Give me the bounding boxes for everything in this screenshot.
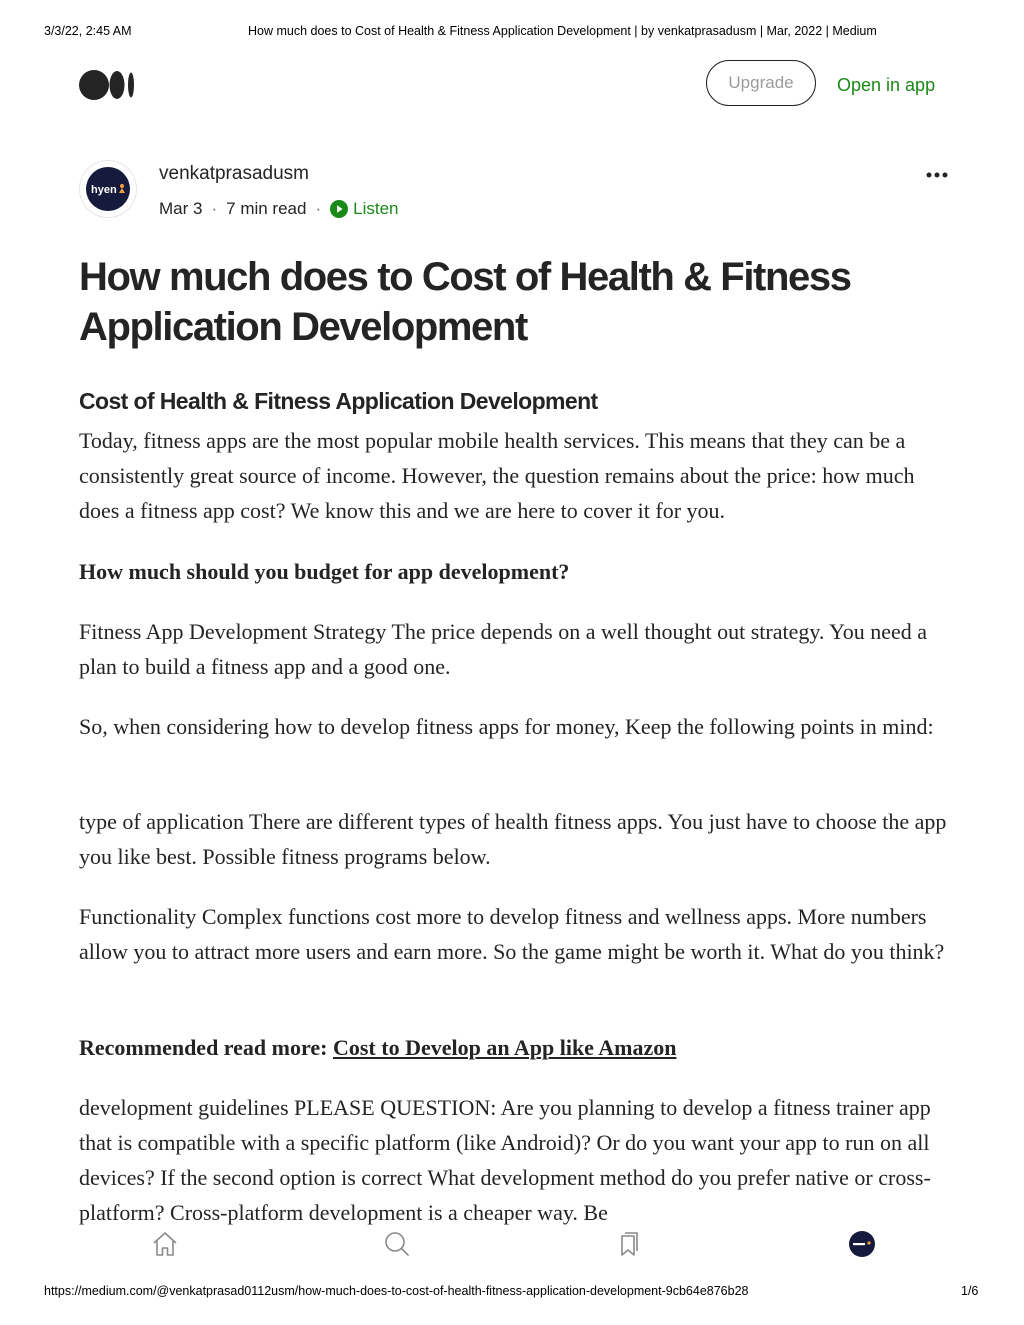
paragraph-app-type: type of application There are different types of health fitness apps. You just have to choose the app you like best. Possible fitness programs below. bbox=[79, 809, 947, 869]
print-page-number: 1/6 bbox=[961, 1284, 979, 1298]
publish-date: Mar 3 bbox=[159, 199, 203, 218]
article-meta bbox=[159, 199, 399, 219]
medium-logo-icon[interactable] bbox=[79, 70, 135, 100]
profile-avatar-logo bbox=[851, 1239, 873, 1249]
paragraph-recommended bbox=[79, 1030, 959, 1065]
paragraph-strategy: Fitness App Development Strategy The price depends on a well thought out strategy. You need a plan to build a fitness app and a good one. bbox=[79, 619, 928, 679]
paragraph-considerations: So, when considering how to develop fitness apps for money, Keep the following points in mind: bbox=[79, 714, 934, 739]
search-icon[interactable] bbox=[383, 1230, 411, 1258]
paragraph-budget-heading: How much should you budget for app development? bbox=[79, 559, 570, 584]
author-avatar[interactable] bbox=[79, 160, 137, 218]
bottom-navigation bbox=[0, 1222, 1024, 1266]
play-icon bbox=[330, 200, 348, 218]
home-icon[interactable] bbox=[151, 1230, 179, 1258]
article-subtitle: Cost of Health & Fitness Application Development bbox=[79, 388, 598, 414]
upgrade-button[interactable]: Upgrade bbox=[706, 60, 816, 106]
paragraph-guidelines: development guidelines PLEASE QUESTION: Are you planning to develop a fitness trainer app that is compatible with a specific platform (like Android)? Or do you want your app to run on all devices? If the second option is correct What development method do you prefer native or cross-platform? Cross-platform development is a cheaper way. Be bbox=[79, 1095, 931, 1225]
open-in-app-link[interactable]: Open in app bbox=[837, 75, 936, 95]
listen-label: Listen bbox=[353, 199, 399, 218]
avatar-logo bbox=[88, 181, 128, 197]
paragraph-intro: Today, fitness apps are the most popular mobile health services. This means that they can be a consistently great source of income. However, the question remains about the price: how much does a fitness app cost? We know this and we are here to cover it for you. bbox=[79, 428, 915, 523]
print-page-title: How much does to Cost of Health & Fitness Application Development | by venkatprasadusm | Mar, 2022 | Medium bbox=[248, 24, 877, 38]
meta-separator: · bbox=[211, 199, 218, 218]
more-options-icon[interactable] bbox=[925, 168, 949, 182]
meta-separator: · bbox=[315, 199, 322, 218]
recommended-label: Recommended read more: bbox=[79, 1035, 333, 1060]
recommended-link[interactable]: Cost to Develop an App like Amazon bbox=[332, 1035, 677, 1060]
author-name[interactable]: venkatprasadusm bbox=[159, 163, 309, 184]
paragraph-functionality: Functionality Complex functions cost more to develop fitness and wellness apps. More numbers allow you to attract more users and earn more. So the game might be worth it. What do you think? bbox=[79, 904, 945, 964]
listen-button[interactable] bbox=[330, 199, 398, 219]
bookmarks-icon[interactable] bbox=[615, 1230, 643, 1258]
article-title: How much does to Cost of Health & Fitness Application Development bbox=[79, 255, 851, 349]
avatar-logo-text: hyen bbox=[91, 184, 117, 196]
avatar-image bbox=[86, 167, 130, 211]
profile-avatar[interactable] bbox=[849, 1231, 875, 1257]
print-datetime: 3/3/22, 2:45 AM bbox=[44, 24, 132, 38]
print-url: https://medium.com/@venkatprasad0112usm/how-much-does-to-cost-of-health-fitness-application-development-9cb64e876b28 bbox=[44, 1284, 749, 1298]
read-time: 7 min read bbox=[226, 199, 307, 218]
